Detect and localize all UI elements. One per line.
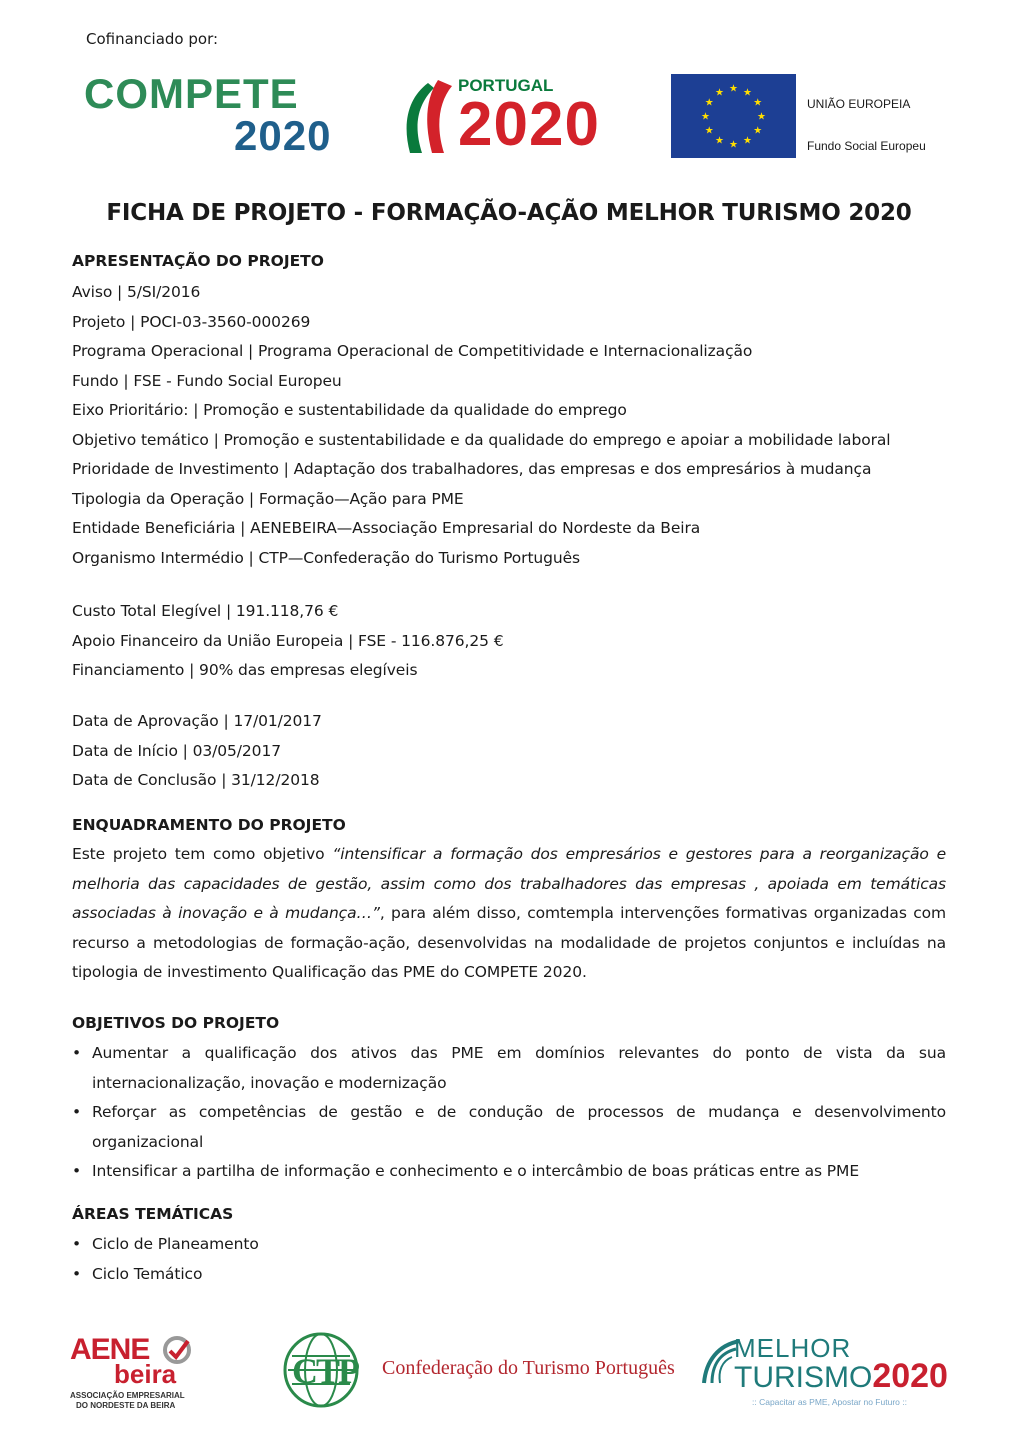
enquadramento-rest: , para além disso, comtempla intervenções formativas organizadas com recurso a metodologias de formação-ação, desenvolvidas na modalidade de projetos conjuntos e incluídas na tipologia de investimento Qualificação das PME do COMPETE 2020. xyxy=(72,904,946,981)
melhor-turismo-logo xyxy=(700,1333,950,1413)
list-item xyxy=(72,1230,946,1260)
apresentacao-list xyxy=(72,278,952,573)
area-text: Ciclo de Planeamento xyxy=(92,1235,259,1253)
enquadramento-quote: “intensificar a formação dos empresários e gestores para a reorganização e melhoria das capacidades de gestão, assim como dos trabalhadores das empresas , apoiada em temáticas associadas à inovação e à mudança…” xyxy=(72,845,947,922)
apresentacao-line: Fundo | FSE - Fundo Social Europeu xyxy=(72,371,342,390)
ctp-logo xyxy=(282,1330,362,1410)
datas-list xyxy=(72,707,952,796)
objetivos-list xyxy=(72,1039,946,1187)
list-item xyxy=(72,1098,946,1157)
aenebeira-logo xyxy=(70,1333,210,1413)
eu-star-icon: ★ xyxy=(743,87,752,99)
melhor-logo-turismo: TURISMO xyxy=(734,1361,873,1394)
aene-logo-beira: beira xyxy=(114,1359,177,1389)
section-heading-objetivos: OBJETIVOS DO PROJETO xyxy=(72,1014,280,1032)
objetivo-text: Aumentar a qualificação dos ativos das PME em domínios relevantes do ponto de vista da sua internacionalização, inovação e modernização xyxy=(92,1044,946,1092)
financeiro-line: Custo Total Elegível | 191.118,76 € xyxy=(72,602,339,620)
aene-logo-sub1: ASSOCIAÇÃO EMPRESARIAL xyxy=(70,1391,185,1400)
eu-stars-icon xyxy=(671,74,796,158)
financeiro-line: Apoio Financeiro da União Europeia | FSE - 116.876,25 € xyxy=(72,631,504,650)
page-title: FICHA DE PROJETO - FORMAÇÃO-AÇÃO MELHOR TURISMO 2020 xyxy=(106,200,912,226)
eu-star-icon: ★ xyxy=(715,87,724,99)
compete-logo-line2: 2020 xyxy=(234,112,332,159)
eu-logo-line2: Fundo Social Europeu xyxy=(807,139,926,153)
data-line: Data de Início | 03/05/2017 xyxy=(72,741,281,760)
apresentacao-line: Objetivo temático | Promoção e sustentabilidade e da qualidade do emprego e apoiar a mobilidade laboral xyxy=(72,430,891,449)
portugal-2020-logo xyxy=(398,74,643,164)
portugal-logo-top: PORTUGAL xyxy=(458,76,554,95)
eu-star-icon: ★ xyxy=(753,97,763,109)
ctp-mark: CTP xyxy=(292,1351,358,1391)
eu-star-icon: ★ xyxy=(701,111,710,123)
list-item xyxy=(72,1157,946,1187)
data-line: Data de Conclusão | 31/12/2018 xyxy=(72,771,320,789)
aene-logo-sub2: DO NORDESTE DA BEIRA xyxy=(76,1401,176,1410)
financeiro-list xyxy=(72,597,952,686)
enquadramento-intro: Este projeto tem como objetivo xyxy=(72,845,333,863)
apresentacao-line: Aviso | 5/SI/2016 xyxy=(72,283,201,301)
bullet-icon: • xyxy=(72,1103,82,1121)
melhor-logo-line2 xyxy=(734,1357,948,1396)
eu-star-icon: ★ xyxy=(729,83,738,95)
apresentacao-line: Projeto | POCI-03-3560-000269 xyxy=(72,312,311,331)
cofinanciado-label: Cofinanciado por: xyxy=(86,30,219,48)
aene-logo-top: AENE xyxy=(70,1333,150,1366)
section-heading-enquadramento: ENQUADRAMENTO DO PROJETO xyxy=(72,816,346,834)
apresentacao-line: Programa Operacional | Programa Operacional de Competitividade e Internacionalização xyxy=(72,342,753,360)
eu-star-icon: ★ xyxy=(757,111,766,123)
melhor-logo-tagline: :: Capacitar as PME, Apostar no Futuro :: xyxy=(752,1397,907,1407)
data-line: Data de Aprovação | 17/01/2017 xyxy=(72,712,322,730)
eu-star-icon: ★ xyxy=(715,135,724,147)
bullet-icon: • xyxy=(72,1235,82,1253)
bullet-icon: • xyxy=(72,1264,82,1283)
bullet-icon: • xyxy=(72,1044,82,1062)
apresentacao-line: Eixo Prioritário: | Promoção e sustentabilidade da qualidade do emprego xyxy=(72,401,627,419)
portugal-flag-icon xyxy=(398,78,458,158)
eu-star-icon: ★ xyxy=(729,139,738,151)
eu-logo-line1: UNIÃO EUROPEIA xyxy=(807,97,911,111)
bullet-icon: • xyxy=(72,1162,82,1180)
area-text: Ciclo Temático xyxy=(92,1264,203,1283)
compete-logo-line1: COMPETE xyxy=(84,70,299,117)
compete-2020-logo xyxy=(84,70,364,162)
section-heading-areas: ÁREAS TEMÁTICAS xyxy=(72,1205,234,1223)
eu-star-icon: ★ xyxy=(743,135,752,147)
list-item xyxy=(72,1260,946,1290)
apresentacao-line: Prioridade de Investimento | Adaptação dos trabalhadores, das empresas e dos empresários à mudança xyxy=(72,460,872,478)
areas-list xyxy=(72,1230,946,1289)
eu-star-icon: ★ xyxy=(704,125,714,137)
financeiro-line: Financiamento | 90% das empresas elegíveis xyxy=(72,661,418,679)
enquadramento-paragraph xyxy=(72,840,946,988)
eu-flag-logo xyxy=(671,74,796,158)
melhor-logo-line1: MELHOR xyxy=(734,1333,852,1363)
list-item xyxy=(72,1039,946,1098)
melhor-logo-2020: 2020 xyxy=(872,1357,948,1395)
apresentacao-line: Entidade Beneficiária | AENEBEIRA—Associação Empresarial do Nordeste da Beira xyxy=(72,519,701,537)
objetivo-text: Reforçar as competências de gestão e de condução de processos de mudança e desenvolvimento organizacional xyxy=(92,1103,946,1151)
eu-star-icon: ★ xyxy=(753,125,763,137)
ctp-name: Confederação do Turismo Português xyxy=(382,1357,675,1379)
portugal-logo-year: 2020 xyxy=(458,90,600,159)
eu-star-icon: ★ xyxy=(704,97,714,109)
apresentacao-line: Organismo Intermédio | CTP—Confederação do Turismo Português xyxy=(72,548,581,567)
section-heading-apresentacao: APRESENTAÇÃO DO PROJETO xyxy=(72,252,324,270)
objetivo-text: Intensificar a partilha de informação e conhecimento e o intercâmbio de boas práticas entre as PME xyxy=(92,1162,860,1180)
apresentacao-line: Tipologia da Operação | Formação—Ação para PME xyxy=(72,489,464,508)
